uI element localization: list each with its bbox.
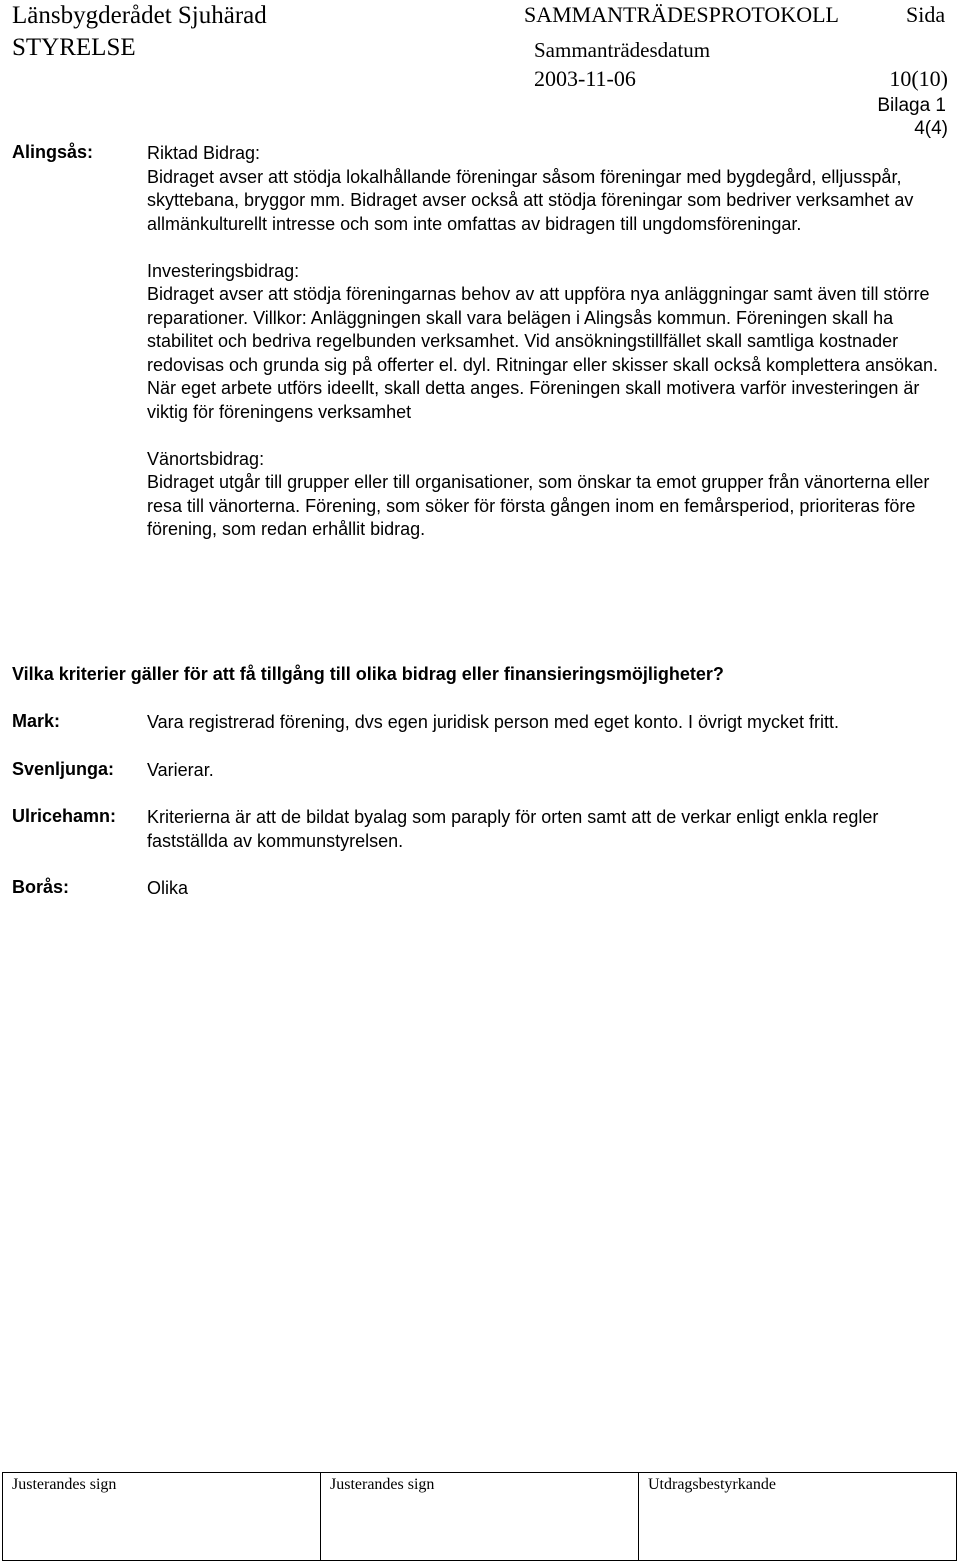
municipality-label-mark: Mark: <box>12 711 61 731</box>
board-name: STYRELSE <box>12 34 136 61</box>
organization-name: Länsbygderådet Sjuhärad <box>12 2 267 29</box>
page-number: 10(10) <box>889 66 948 91</box>
municipality-label-boras: Borås: <box>12 877 70 897</box>
answer-text-ulricehamn: Kriterierna är att de bildat byalag som paraply för orten samt att de verkar enligt enkla regler fastställda av kommunstyrelsen. <box>147 807 879 851</box>
extract-certification-box: Utdragsbestyrkande <box>648 1476 776 1493</box>
answer-text-svenljunga: Varierar. <box>147 760 214 780</box>
riktad-bidrag-paragraph: Riktad Bidrag: Bidraget avser att stödja lokalhållande föreningar såsom föreningar med bygdegård, elljusspår, skyttebana, bryggor mm. Bidraget avser också att stödja föreningar som bedriver verksamhet av allmänkulturellt intresse och som inte omfattas av bidragen till ungdomsföreningar. <box>147 143 914 234</box>
vanortsbidrag-paragraph: Vänortsbidrag: Bidraget utgår till grupper eller till organisationer, som önskar ta emot grupper från vänorterna eller resa till vänorterna. Förening, som söker för första gången inom en femårsperiod, prioriteras före förening, som redan erhållit bidrag. <box>147 448 930 539</box>
attachment-pages: 4(4) <box>914 118 948 139</box>
meeting-date: 2003-11-06 <box>534 66 636 91</box>
attachment-label: Bilaga 1 <box>877 95 946 116</box>
meeting-date-label: Sammanträdesdatum <box>534 38 711 62</box>
signature-box-2: Justerandes sign <box>321 1473 639 1560</box>
investeringsbidrag-paragraph: Investeringsbidrag: Bidraget avser att stödja föreningarnas behov av att uppföra nya anläggningar samt även till större reparationer. Villkor: Anläggningen skall vara belägen i Alingsås kommun. Föreningen skall ha stabilitet och bedriva regelbunden verksamhet. Vid ansökningstillfället skall samtliga kostnader redovisas och grunda sig på offerter el. dyl. Ritningar eller skisser skall också komplettera ansökan. När eget arbete utförs ideellt, skall detta anges. Föreningen skall motivera varför investeringen är viktig för föreningens verksamhet <box>147 260 939 422</box>
municipality-label-alingsas: Alingsås: <box>12 142 94 162</box>
municipality-label-ulricehamn: Ulricehamn: <box>12 806 117 826</box>
municipality-label-svenljunga: Svenljunga: <box>12 759 115 779</box>
criteria-question-heading: Vilka kriterier gäller för att få tillgång till olika bidrag eller finansieringsmöjligheter? <box>12 664 724 684</box>
answer-text-mark: Vara registrerad förening, dvs egen juridisk person med eget konto. I övrigt mycket fritt. <box>147 712 839 732</box>
signature-footer <box>2 1472 957 1561</box>
page-label: Sida <box>906 2 946 27</box>
alingsas-body <box>147 142 947 542</box>
answer-text-boras: Olika <box>147 878 189 898</box>
protocol-title: SAMMANTRÄDESPROTOKOLL <box>524 2 839 27</box>
signature-box-1: Justerandes sign <box>3 1473 321 1560</box>
